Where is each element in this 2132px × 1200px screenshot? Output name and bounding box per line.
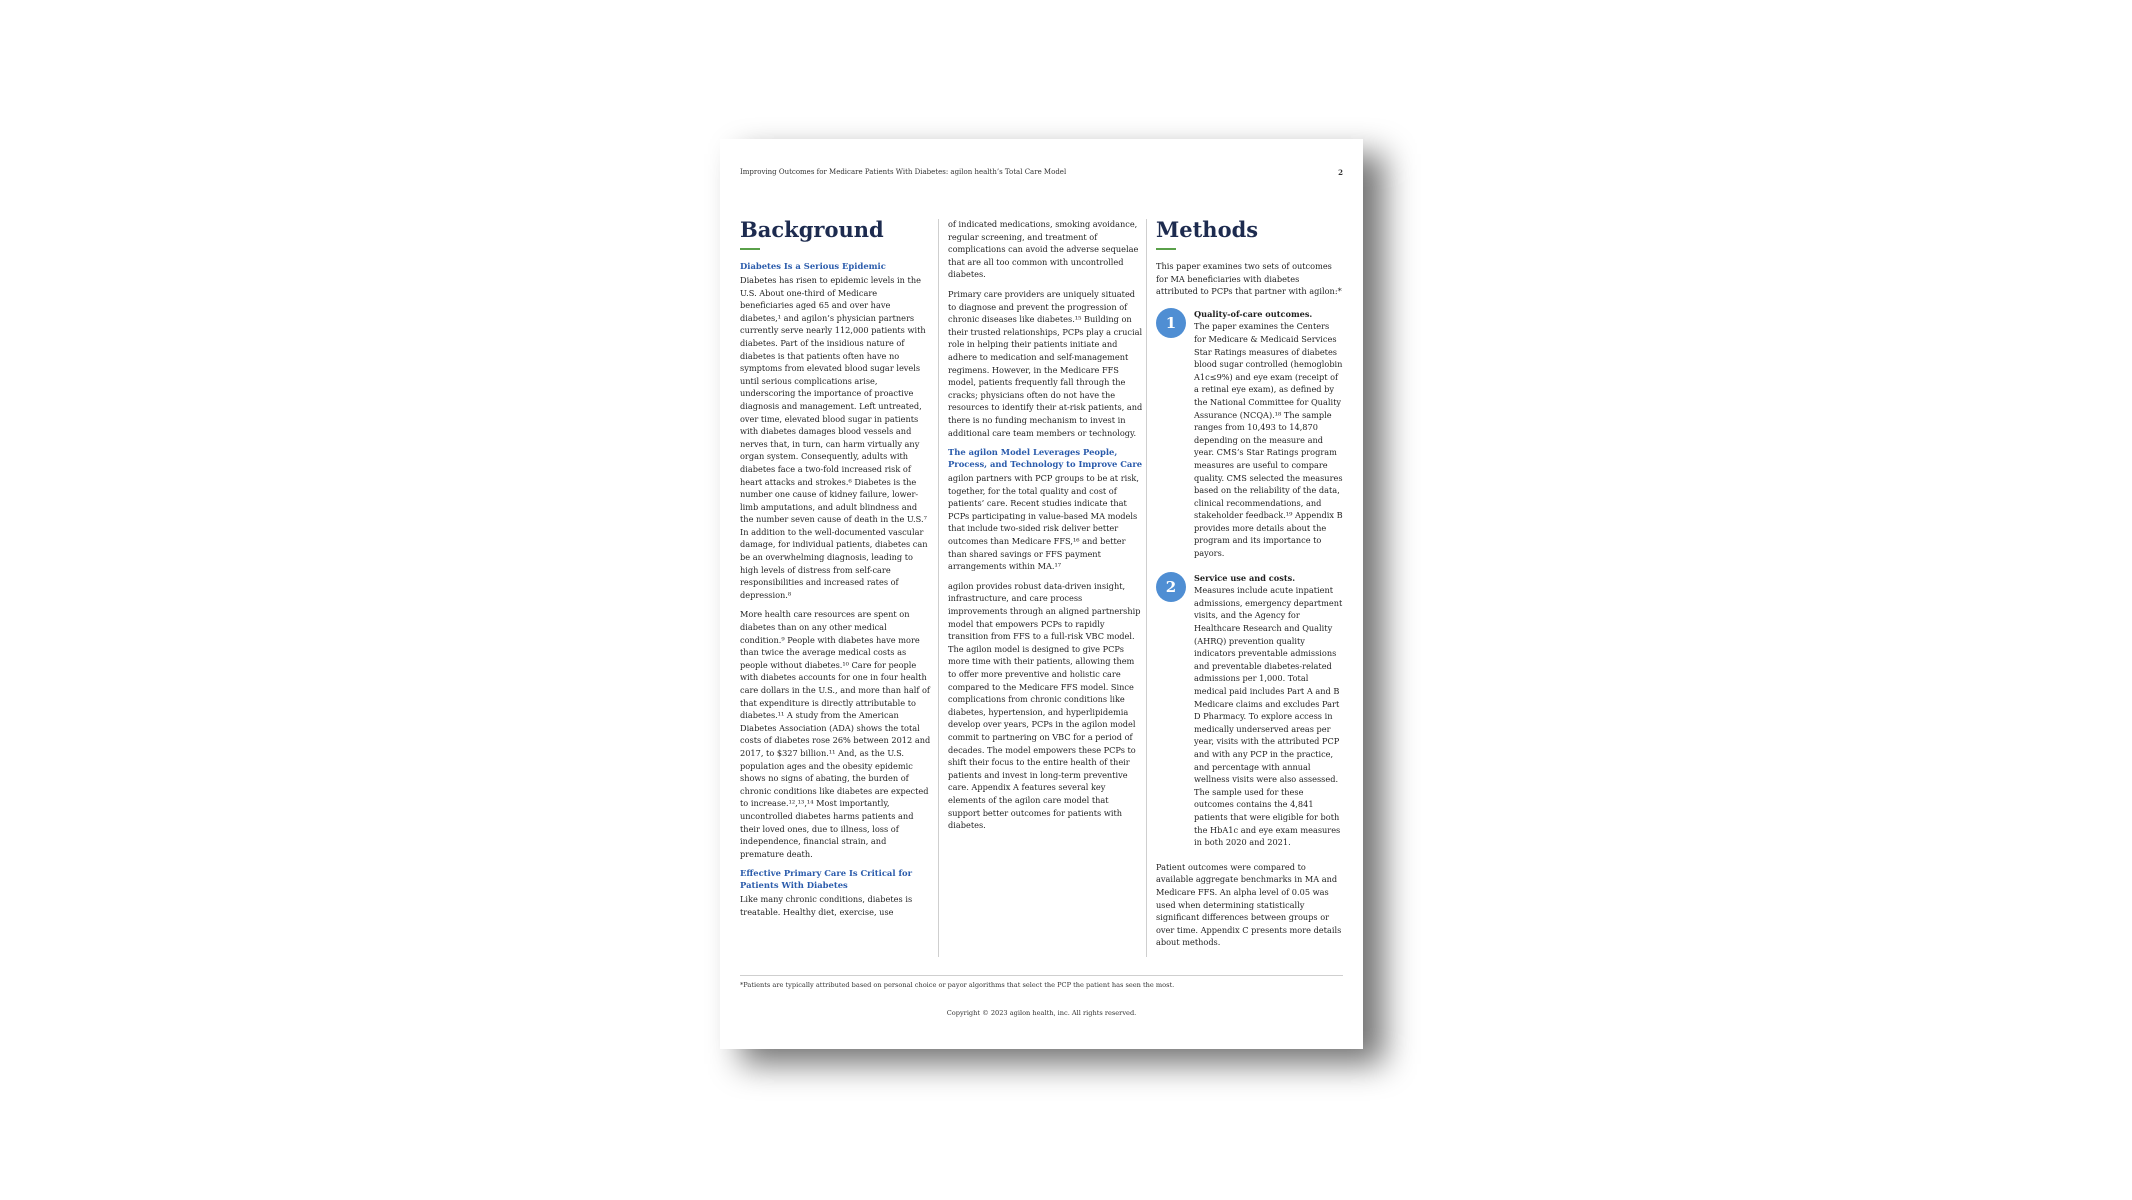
page-number: 2 <box>1338 168 1343 177</box>
methods-intro: This paper examines two sets of outcomes for MA beneficiaries with diabetes attributed to PCPs that partner with agilon:* <box>1156 261 1342 297</box>
background-title: Background <box>740 217 884 242</box>
methods-title: Methods <box>1156 217 1259 242</box>
item-body: The paper examines the Centers for Medicare & Medicaid Services Star Ratings measures of diabetes blood sugar controlled (hemoglobin A1c≤9%) and eye exam (receipt of a retinal eye exam), as defined by the National Committee for Quality Assurance (NCQA).¹⁸ The sample ranges from 10,493 to 14,870 depending on the measure and year. CMS’s Star Ratings program measures are useful to compare quality. CMS selected the measures based on the reliability of the data, clinical recommendations, and stakeholder feedback.¹⁹ Appendix B provides more details about the program and its importance to payors. <box>1194 321 1343 559</box>
item-title: Quality-of-care outcomes. <box>1194 308 1313 319</box>
numbered-item-service-use <box>1156 572 1343 849</box>
title-accent-bar <box>1156 248 1176 250</box>
paragraph: agilon partners with PCP groups to be at risk, together, for the total quality and cost of patients’ care. Recent studies indicate that PCPs participating in value-based MA models that include two-sided risk deliver better outcomes than Medicare FFS,¹⁶ and better than shared savings or FFS payment arrangements within MA.¹⁷ <box>948 473 1139 572</box>
paragraph: of indicated medications, smoking avoidance, regular screening, and treatment of complications can avoid the adverse sequelae that are all too common with uncontrolled diabetes. <box>948 219 1139 280</box>
paragraph: Diabetes has risen to epidemic levels in the U.S. About one-third of Medicare beneficiaries aged 65 and over have diabetes,¹ and agilon’s physician partners currently serve nearly 112,000 patients with diabetes. Part of the insidious nature of diabetes is that patients often have no symptoms from elevated blood sugar levels until serious complications arise, underscoring the importance of proactive diagnosis and management. Left untreated, over time, elevated blood sugar in patients with diabetes damages blood vessels and nerves that, in turn, can harm virtually any organ system. Consequently, adults with diabetes face a two-fold increased risk of heart attacks and strokes.⁶ Diabetes is the number one cause of kidney failure, lower-limb amputations, and adult blindness and the number seven cause of death in the U.S.⁷ In addition to the well-documented vascular damage, for individual patients, diabetes can be an overwhelming diagnosis, leading to high levels of distress from self-care responsibilities and increased rates of depression.⁸ <box>740 275 928 600</box>
paragraph: Like many chronic conditions, diabetes is treatable. Healthy diet, exercise, use <box>740 894 913 917</box>
running-title: Improving Outcomes for Medicare Patients With Diabetes: agilon health’s Total Care Model <box>740 168 1067 176</box>
paragraph: Patient outcomes were compared to available aggregate benchmarks in MA and Medicare FFS. An alpha level of 0.05 was used when determining statistically significant differences between groups or over time. Appendix C presents more details about methods. <box>1156 861 1342 948</box>
item-title: Service use and costs. <box>1194 572 1296 583</box>
paragraph: Primary care providers are uniquely situated to diagnose and prevent the progression of chronic diseases like diabetes.¹⁵ Building on their trusted relationships, PCPs play a crucial role in helping their patients initiate and adhere to medication and self-management regimens. However, in the Medicare FFS model, patients frequently fall through the cracks; physicians often do not have the resources to identify their at-risk patients, and there is no funding mechanism to invest in additional care team members or technology. <box>948 288 1143 438</box>
section-heading-epidemic: Diabetes Is a Serious Epidemic <box>740 261 886 271</box>
section-heading-agilon-model: The agilon Model Leverages People, Process, and Technology to Improve Care <box>948 447 1143 470</box>
title-accent-bar <box>740 248 760 250</box>
document-page <box>720 139 1363 1049</box>
column-divider <box>938 219 939 957</box>
footnote-divider <box>740 975 1343 976</box>
number-badge: 1 <box>1156 308 1186 338</box>
background-column <box>740 218 932 926</box>
copyright: Copyright © 2023 agilon health, inc. All rights reserved. <box>946 1009 1137 1017</box>
running-header <box>740 168 1343 176</box>
item-body: Measures include acute inpatient admissions, emergency department visits, and the Agency for Healthcare Research and Quality (AHRQ) prevention quality indicators preventable admissions and preventable diabetes-related admissions per 1,000. Total medical paid includes Part A and B Medicare claims and excludes Part D Pharmacy. To explore access in medically underserved areas per year, visits with the attributed PCP and with any PCP in the practice, and percentage with annual wellness visits were also assessed. The sample used for these outcomes contains the 4,841 patients that were eligible for both the HbA1c and eye exam measures in both 2020 and 2021. <box>1194 585 1343 848</box>
middle-column <box>948 218 1143 839</box>
footnote: *Patients are typically attributed based on personal choice or payor algorithms that select the PCP the patient has seen the most. <box>740 981 1175 989</box>
methods-column <box>1156 218 1343 956</box>
paragraph: agilon provides robust data-driven insight, infrastructure, and care process improvements through an aligned partnership model that empowers PCPs to rapidly transition from FFS to a full-risk VBC model. The agilon model is designed to give PCPs more time with their patients, allowing them to offer more preventive and holistic care compared to the Medicare FFS model. Since complications from chronic conditions like diabetes, hypertension, and hyperlipidemia develop over years, PCPs in the agilon model commit to partnering on VBC for a period of decades. The model empowers these PCPs to shift their focus to the entire health of their patients and invest in long-term preventive care. Appendix A features several key elements of the agilon care model that support better outcomes for patients with diabetes. <box>948 580 1141 831</box>
paragraph: More health care resources are spent on diabetes than on any other medical condition.⁹ People with diabetes have more than twice the average medical costs as people without diabetes.¹⁰ Care for people with diabetes accounts for one in four health care dollars in the U.S., and more than half of that expenditure is directly attributable to diabetes.¹¹ A study from the American Diabetes Association (ADA) shows the total costs of diabetes rose 26% between 2012 and 2017, to $327 billion.¹¹ And, as the U.S. population ages and the obesity epidemic shows no signs of abating, the burden of chronic conditions like diabetes are expected to increase.¹²,¹³,¹⁴ Most importantly, uncontrolled diabetes harms patients and their loved ones, due to illness, loss of independence, financial strain, and premature death. <box>740 609 931 859</box>
column-divider <box>1146 219 1147 957</box>
section-heading-primary-care: Effective Primary Care Is Critical for Patients With Diabetes <box>740 868 913 891</box>
numbered-item-quality <box>1156 308 1343 560</box>
number-badge: 2 <box>1156 572 1186 602</box>
